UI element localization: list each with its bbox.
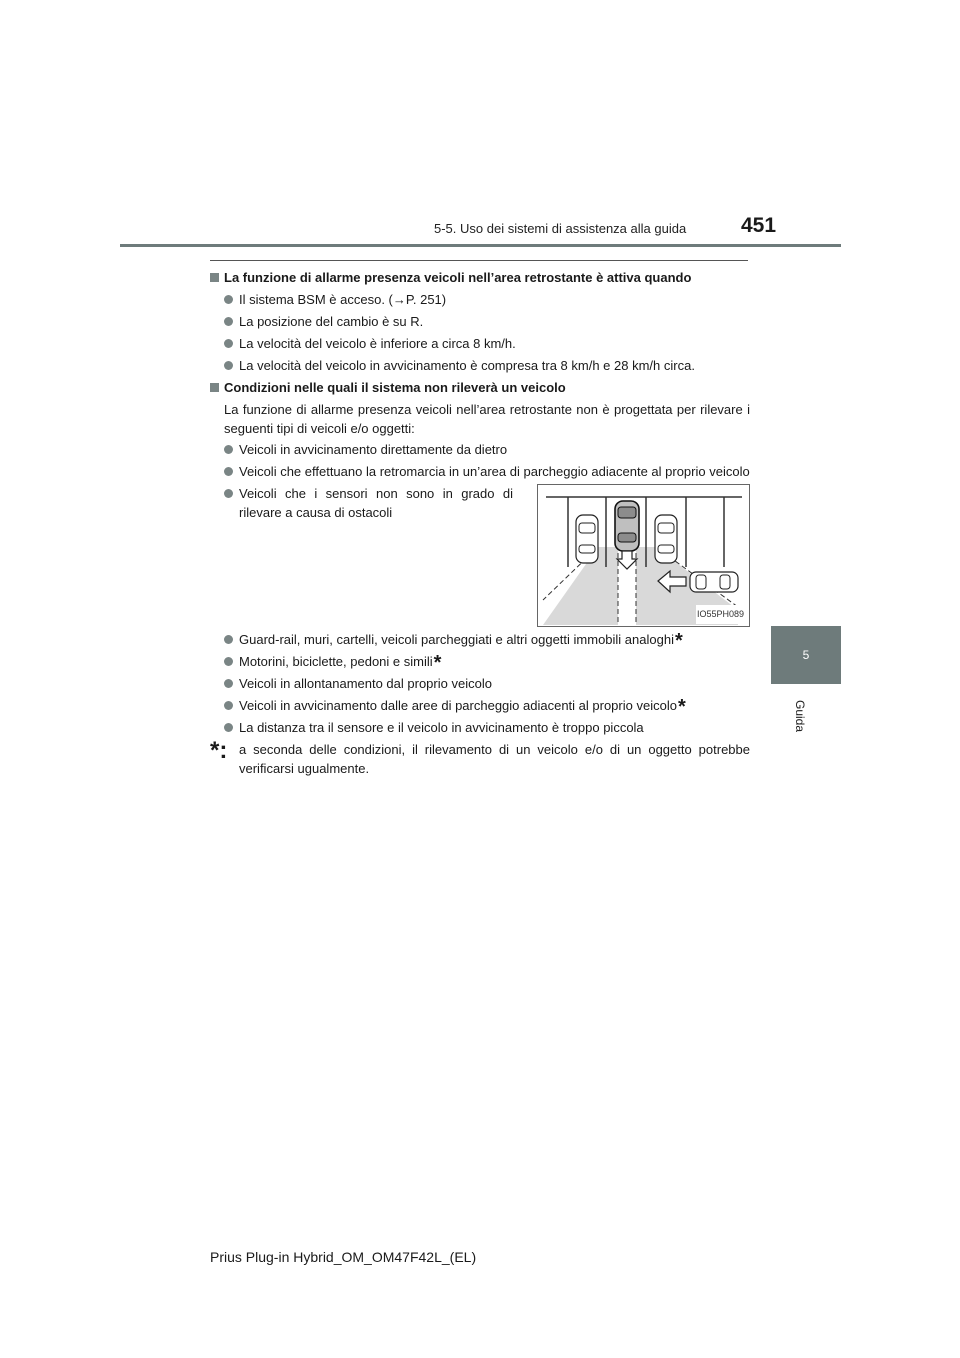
chapter-tab[interactable] bbox=[771, 626, 841, 684]
list-item: Veicoli in avvicinamento direttamente da dietro bbox=[210, 440, 750, 459]
arrow-down-icon bbox=[617, 551, 637, 569]
parking-illustration bbox=[537, 484, 750, 627]
list-item: Veicoli che effettuano la retromarcia in un’area di parcheggio adiacente al proprio veicolo bbox=[210, 462, 750, 481]
list-item: La posizione del cambio è su R. bbox=[210, 312, 750, 331]
list-item: Veicoli in allontanamento dal proprio veicolo bbox=[210, 674, 750, 693]
car-icon bbox=[576, 515, 598, 563]
asterisk-marker: * bbox=[433, 652, 442, 674]
approaching-car-icon bbox=[690, 572, 738, 592]
list-item bbox=[210, 652, 750, 674]
list-item-text: Motorini, biciclette, pedoni e simili bbox=[239, 654, 433, 669]
document-id: Prius Plug-in Hybrid_OM_OM47F42L_(EL) bbox=[210, 1249, 477, 1265]
list-item bbox=[210, 696, 750, 718]
main-content bbox=[210, 268, 750, 778]
own-car-icon bbox=[615, 501, 639, 551]
section-heading-active: La funzione di allarme presenza veicoli nell’area retrostante è attiva quando bbox=[210, 268, 750, 287]
list-item-text: Veicoli in avvicinamento dalle aree di parcheggio adiacenti al proprio veicolo bbox=[239, 698, 677, 713]
content-rule bbox=[210, 260, 748, 261]
chapter-label-text: Guida bbox=[793, 700, 807, 733]
list-item-text: Guard-rail, muri, cartelli, veicoli parcheggiati e altri oggetti immobili analoghi bbox=[239, 632, 674, 647]
list-item: Veicoli che i sensori non sono in grado di rilevare a causa di ostacoli bbox=[210, 484, 513, 522]
list-item: La distanza tra il sensore e il veicolo in avvicinamento è troppo piccola bbox=[210, 718, 750, 737]
list-item: La velocità del veicolo in avvicinamento è compresa tra 8 km/h e 28 km/h circa. bbox=[210, 356, 750, 375]
footnote-marker: *: bbox=[210, 737, 228, 764]
header-rule bbox=[120, 244, 841, 247]
chapter-label bbox=[780, 700, 820, 760]
footnote bbox=[210, 737, 750, 778]
intro-paragraph: La funzione di allarme presenza veicoli nell’area retrostante non è progettata per rilevare i seguenti tipi di veicoli e/o oggetti: bbox=[224, 402, 750, 436]
footnote-text: a seconda delle condizioni, il rilevamento di un veicolo e/o di un oggetto potrebbe verificarsi ugualmente. bbox=[239, 742, 750, 776]
list-item bbox=[210, 630, 750, 652]
car-icon bbox=[655, 515, 677, 563]
section-heading-not-detected: Condizioni nelle quali il sistema non rileverà un veicolo bbox=[210, 378, 750, 397]
asterisk-marker: * bbox=[674, 630, 683, 652]
chapter-number: 5 bbox=[802, 648, 810, 662]
list-item: Il sistema BSM è acceso. (→P. 251) bbox=[210, 290, 750, 309]
asterisk-marker: * bbox=[677, 696, 686, 718]
section-title: 5-5. Uso dei sistemi di assistenza alla guida bbox=[434, 221, 687, 236]
list-item: La velocità del veicolo è inferiore a circa 8 km/h. bbox=[210, 334, 750, 353]
page-number: 451 bbox=[741, 214, 777, 237]
figure-code: IO55PH089 bbox=[696, 605, 745, 624]
figure-row bbox=[210, 484, 750, 627]
